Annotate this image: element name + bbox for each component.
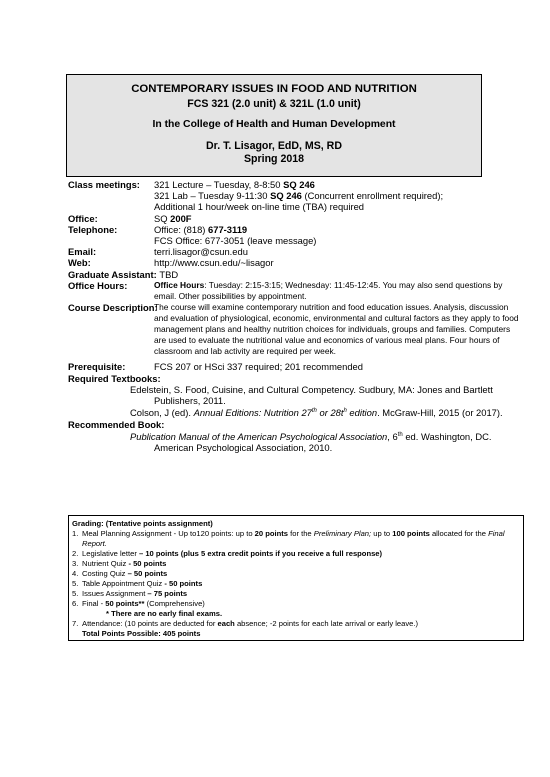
recommended-book-sup: th xyxy=(397,431,403,438)
graduate-assistant-label: Graduate Assistant: xyxy=(68,268,157,280)
course-info xyxy=(68,179,520,453)
office-phone-prefix: Office: (818) xyxy=(154,223,209,235)
grading-item-3-b: - 50 points xyxy=(128,559,167,568)
telephone-label: Telephone: xyxy=(68,223,118,235)
grading-item-1-d: Preliminary Plan; xyxy=(313,529,372,538)
recommended-book-heading: Recommended Book xyxy=(68,418,162,430)
textbook-2-title2: or 28t xyxy=(316,407,344,419)
web-link[interactable]: http://www.csun.edu/~lisagor xyxy=(154,257,274,269)
grading-item-8-number: 7. xyxy=(72,619,79,628)
grading-item-7-number: 6. xyxy=(72,599,79,608)
required-textbooks-label: Required Textbooks: xyxy=(68,372,161,384)
instructor-name: Dr. T. Lisagor, EdD, MS, RD xyxy=(206,140,342,152)
grading-item-1-h: Final Report. xyxy=(82,529,505,548)
office-hours-row xyxy=(68,280,520,302)
grading-item-6-number: 5. xyxy=(72,589,79,598)
grading-item-2 xyxy=(72,549,523,559)
grading-item-7 xyxy=(72,599,523,609)
grading-item-8-b: each xyxy=(217,619,235,628)
grading-item-7-a: Final - xyxy=(82,599,106,608)
college-name: In the College of Health and Human Development xyxy=(152,119,396,130)
office-building: SQ xyxy=(154,212,171,224)
term: Spring 2018 xyxy=(243,153,305,165)
course-title: CONTEMPORARY ISSUES IN FOOD AND NUTRITION xyxy=(131,83,417,95)
recommended-book-publisher: ed. Washington, DC. American Psychological Association, 2010. xyxy=(154,430,492,454)
grading-item-3 xyxy=(72,559,523,569)
grading-item-1-c: for the xyxy=(288,529,314,538)
textbook-2-sup1: th xyxy=(311,408,317,415)
class-meetings-row xyxy=(68,179,520,213)
textbook-1: Edelstein, S. Food, Cuisine, and Cultural Competency. Sudbury, MA: Jones and Bartlett Publishers, 2011. xyxy=(130,383,493,407)
grading-item-6-a: Issues Assignment xyxy=(82,589,148,598)
office-phone: 677-3119 xyxy=(208,223,248,235)
textbook-2-title3: edition xyxy=(346,407,378,419)
office-hours-text: : Tuesday: 2:15-3:15; Wednesday: 11:45-12:45. You may also send questions by email. Other possibilities by appointment. xyxy=(154,279,503,301)
class-meetings-label: Class meetings: xyxy=(68,179,140,190)
grading-item-1-a: Meal Planning Assignment - Up to120 points: up to xyxy=(82,529,255,538)
recommended-book-edition: , 6 xyxy=(387,430,398,442)
grading-item-2-a: Legislative letter xyxy=(82,549,139,558)
course-description-row xyxy=(68,302,520,357)
grading-note: * There are no early final exams. xyxy=(106,609,223,618)
web-label: Web: xyxy=(68,257,91,269)
office-hours-label: Office Hours: xyxy=(68,279,128,291)
course-description-label: Course Description: xyxy=(68,302,158,314)
title-box xyxy=(66,74,482,177)
prerequisite-label: Prerequisite: xyxy=(68,361,126,373)
grading-item-5-number: 5. xyxy=(72,579,79,588)
textbook-2-title: Annual Editions: Nutrition 27 xyxy=(193,407,312,419)
grading-item-4-number: 4. xyxy=(72,569,79,578)
grading-title: Grading: (Tentative points assignment) xyxy=(72,519,213,528)
grading-item-4-a: Costing Quiz xyxy=(82,569,128,578)
telephone-row xyxy=(68,224,520,246)
grading-item-8 xyxy=(72,619,523,629)
course-description-body: The course will examine contemporary nutrition and food education issues. Analysis, discussion and evaluation of physiological, economic, environmental and cultural factors as they apply to food management plans and healthy nutrition choices for individuals, groups and families. Computers are used to evaluate the nutritional value and economics of various meal plans. Four hours of classroom and lab activity are required per week. xyxy=(154,302,519,357)
grading-item-7-b: 50 points** xyxy=(105,599,145,608)
grading-item-5 xyxy=(72,579,523,589)
prerequisite-value: FCS 207 or HSci 337 required; 201 recommended xyxy=(154,361,363,373)
grading-item-1-b: 20 points xyxy=(254,529,288,538)
textbook-2 xyxy=(130,406,520,418)
grading-item-2-b: – 10 points (plus 5 extra credit points if you receive a full response) xyxy=(138,549,383,558)
lecture-room: SQ 246 xyxy=(283,179,315,190)
lab-room: SQ 246 xyxy=(270,190,302,202)
email-row xyxy=(68,246,520,257)
grading-item-6-b: – 75 points xyxy=(147,589,188,598)
fcs-office-phone: FCS Office: 677-3051 (leave message) xyxy=(154,235,317,247)
online-line: Additional 1 hour/week on-line time (TBA) required xyxy=(154,201,364,213)
grading-total: Total Points Possible: 405 points xyxy=(82,629,201,638)
office-hours-lead: Office Hours xyxy=(154,279,205,290)
lecture-line xyxy=(154,179,520,190)
email-link[interactable]: terri.lisagor@csun.edu xyxy=(154,246,248,258)
grading-item-8-c: absence; -2 points for each late arrival or early leave.) xyxy=(234,619,419,628)
grading-item-6 xyxy=(72,589,523,599)
grading-item-1-e: up to xyxy=(371,529,393,538)
grading-item-1-g: allocated for the xyxy=(429,529,489,538)
prerequisite-row xyxy=(68,361,520,372)
office-label: Office: xyxy=(68,212,98,224)
grading-item-3-a: Nutrient Quiz xyxy=(82,559,129,568)
required-textbooks-heading: Required Textbooks xyxy=(68,372,158,384)
recommended-book-title: Publication Manual of the American Psychological Association xyxy=(130,430,388,442)
recommended-book-entry xyxy=(130,430,520,454)
lab-note: (Concurrent enrollment required); xyxy=(304,190,444,202)
web-row xyxy=(68,257,520,268)
required-textbooks-list xyxy=(68,384,520,419)
textbook-2-sup2: h xyxy=(343,408,347,415)
lecture-time: 321 Lecture – Tuesday, 8-8:50 xyxy=(154,179,281,190)
grading-item-4 xyxy=(72,569,523,579)
grading-item-3-number: 3. xyxy=(72,559,79,568)
grading-item-5-b: - 50 points xyxy=(164,579,203,588)
grading-item-4-b: – 50 points xyxy=(127,569,168,578)
textbook-2-author: Colson, J (ed). xyxy=(130,407,194,419)
grading-item-1-number: 1. xyxy=(72,529,79,538)
recommended-book-label: Recommended Book: xyxy=(68,418,165,430)
lab-line xyxy=(154,190,520,201)
grading-item-1 xyxy=(72,529,523,549)
course-number: FCS 321 (2.0 unit) & 321L (1.0 unit) xyxy=(187,98,361,110)
graduate-assistant-row xyxy=(68,269,520,280)
grading-item-5-a: Table Appointment Quiz xyxy=(82,579,165,588)
course-description-text xyxy=(154,302,520,357)
grading-item-8-a: Attendance: (10 points are deducted for xyxy=(82,619,218,628)
office-row xyxy=(68,213,520,224)
email-label: Email: xyxy=(68,246,97,258)
grading-box xyxy=(68,515,524,641)
recommended-book-list xyxy=(68,430,520,454)
textbook-2-publisher: . McGraw-Hill, 2015 (or 2017). xyxy=(377,407,503,419)
graduate-assistant-value: TBD xyxy=(159,268,179,280)
grading-item-2-number: 2. xyxy=(72,549,79,558)
office-room: 200F xyxy=(170,212,192,224)
grading-item-1-f: 100 points xyxy=(392,529,430,538)
lab-time: 321 Lab – Tuesday 9-11:30 xyxy=(154,190,268,202)
grading-item-7-c: (Comprehensive) xyxy=(144,599,205,608)
